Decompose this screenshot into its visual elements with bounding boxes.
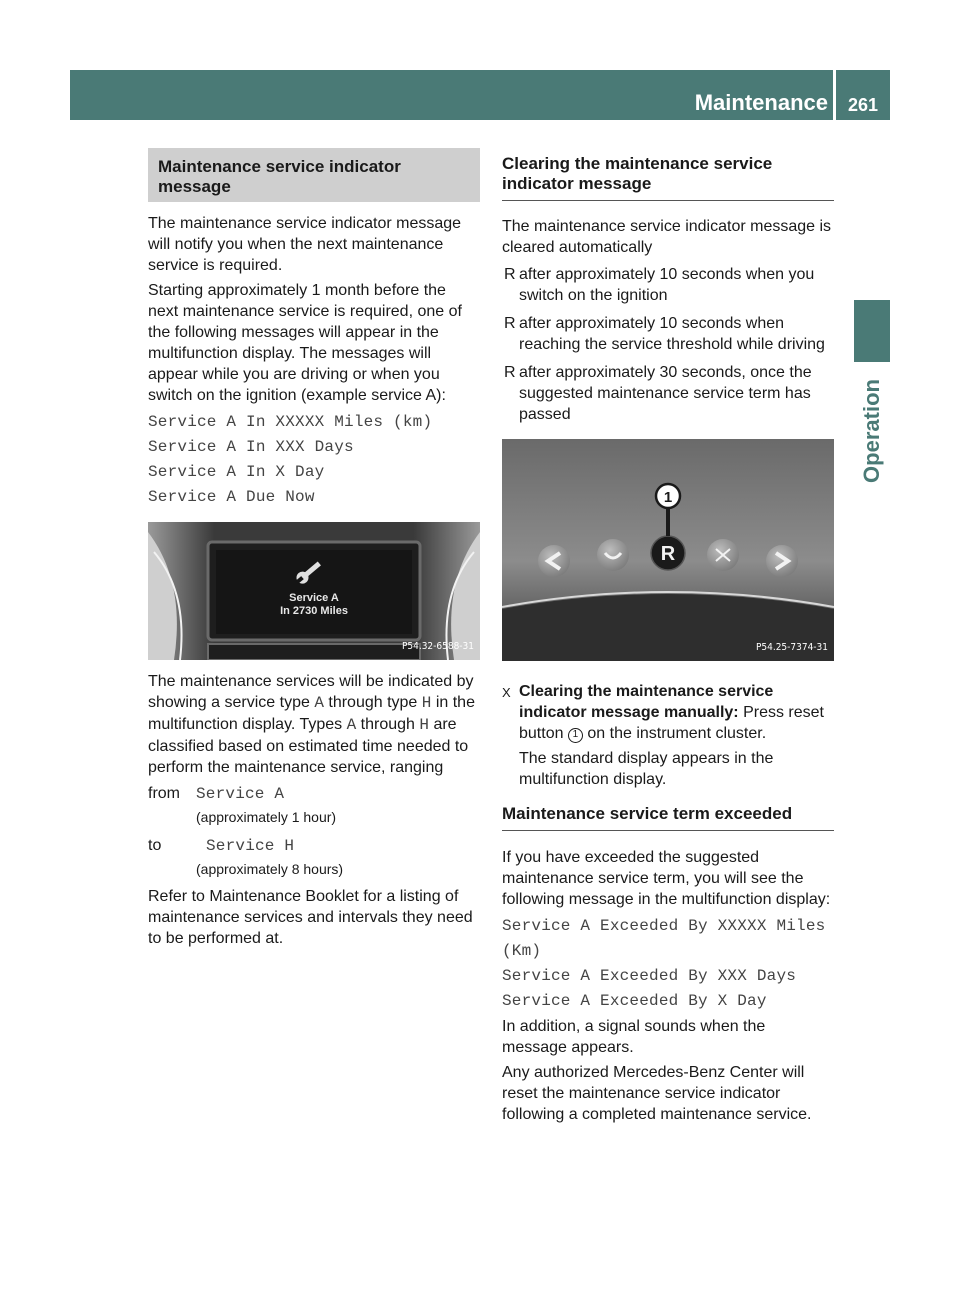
callout-number: 1 (663, 489, 673, 506)
list-item: R after approximately 10 seconds when you switch on the ignition (504, 266, 815, 304)
step-arrow-icon: X (502, 685, 511, 700)
range-from-note: (approximately 1 hour) (196, 809, 337, 825)
clearing-intro: The maintenance service indicator message is cleared automatically (502, 218, 832, 256)
reset-letter: R (660, 543, 676, 565)
intro-paragraph: The maintenance service indicator message will notify you when the next maintenance service is required. (148, 215, 462, 274)
display-line-service: Service A (289, 592, 339, 604)
authorized-paragraph: Any authorized Mercedes-Benz Center will reset the maintenance service indicator following a completed maintenance service. (502, 1064, 812, 1123)
message-line: Service A Exceeded By XXXXX Miles (Km) (502, 917, 826, 960)
clearing-list (502, 264, 834, 425)
callout-icon: 1 (568, 728, 583, 743)
list-item: R after approximately 10 seconds when reaching the service threshold while driving (504, 315, 825, 353)
right-column (502, 154, 834, 1129)
section-heading-exceeded: Maintenance service term exceeded (502, 804, 834, 831)
types-paragraph: The maintenance services will be indicated by showing a service type A through type H in the multifunction display. Types A through H are classified based on estimated time needed to perform the maintenance service, ranging (148, 673, 475, 776)
list-item: R after approximately 30 seconds, once the suggested maintenance service term has passed (504, 364, 812, 423)
message-line: Service A Exceeded By XXX Days (502, 967, 797, 985)
exceeded-intro: If you have exceeded the suggested maintenance service term, you will see the following message in the multifunction display: (502, 849, 831, 908)
photo-id-label: P54.25-7374-31 (755, 642, 828, 653)
page-number: 261 (847, 95, 879, 115)
range-to-note: (approximately 8 hours) (196, 861, 344, 877)
message-line: Service A Due Now (148, 488, 315, 506)
service-display-photo (148, 522, 480, 660)
side-tab-marker (854, 300, 890, 362)
refer-paragraph: Refer to Maintenance Booklet for a listing of maintenance services and intervals they need to be performed at. (148, 888, 473, 947)
range-to-row: to Service H (148, 837, 295, 855)
message-line: Service A In XXXXX Miles (km) (148, 413, 433, 431)
message-line: Service A In XXX Days (148, 438, 354, 456)
range-from-row: from Service A (148, 785, 285, 803)
section-title: Maintenance (694, 90, 828, 115)
message-line: Service A In X Day (148, 463, 325, 481)
manual-clear-step: X Clearing the maintenance service indicator message manually: Press reset button 1 on the instrument cluster. The standard display appears in the multifunction display. (502, 681, 834, 790)
starting-paragraph: Starting approximately 1 month before the next maintenance service is required, one of the following messages will appear in the multifunction display. The messages will appear while you are driving or when you switch on the ignition (example service A): (148, 282, 462, 404)
reset-button-illustration (502, 439, 834, 661)
signal-paragraph: In addition, a signal sounds when the message appears. (502, 1018, 766, 1056)
display-line-miles: In 2730 Miles (280, 605, 348, 617)
message-line: Service A Exceeded By X Day (502, 992, 767, 1010)
section-heading-clearing: Clearing the maintenance service indicator message (502, 154, 834, 201)
step-result: The standard display appears in the multifunction display. (519, 750, 774, 788)
left-column (148, 148, 480, 953)
photo-id-label: P54.32-6588-31 (401, 641, 474, 652)
section-heading-indicator: Maintenance service indicator message (148, 148, 480, 202)
reset-button-photo (502, 439, 834, 661)
side-tab-label: Operation (859, 379, 884, 483)
